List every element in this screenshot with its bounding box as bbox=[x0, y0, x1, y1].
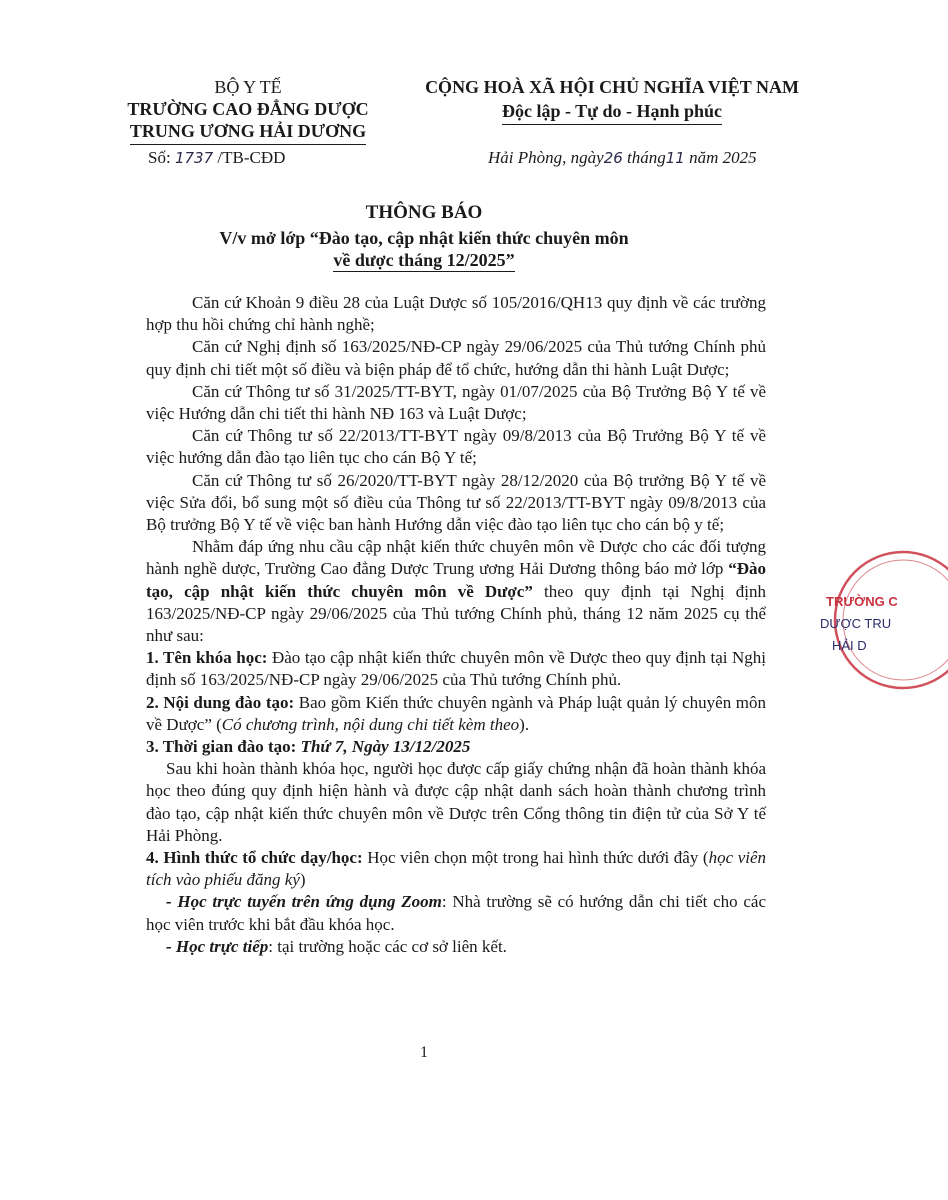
place-and-date bbox=[488, 148, 757, 168]
section-3-label: 3. Thời gian đào tạo: bbox=[146, 737, 297, 757]
legal-basis-4: Căn cứ Thông tư số 22/2013/TT-BYT ngày 09/8/2013 của Bộ Trưởng Bộ Y tế về việc hướng dẫn đào tạo liên tục cho cán Bộ Y tế; bbox=[146, 426, 766, 468]
legal-basis-1: Căn cứ Khoản 9 điều 28 của Luật Dược số 105/2016/QH13 quy định về các trường hợp thu hồi chứng chỉ hành nghề; bbox=[146, 293, 766, 335]
section-1-text: Đào tạo cập nhật kiến thức chuyên môn về Dược theo quy định tại Nghị định số 163/2025/NĐ-CP ngày 29/06/2025 của Thủ tướng Chính phủ. bbox=[146, 648, 766, 690]
section-2-label: 2. Nội dung đào tạo: bbox=[146, 692, 295, 712]
section-4-text: Học viên chọn một trong hai hình thức dưới đây ( bbox=[362, 848, 709, 868]
national-motto: Độc lập - Tự do - Hạnh phúc bbox=[502, 100, 722, 125]
option-online-label: - Học trực tuyến trên ứng dụng Zoom bbox=[166, 892, 442, 912]
doc-number-handwritten: 1737 bbox=[174, 149, 214, 167]
national-header bbox=[402, 76, 822, 125]
doc-number-suffix: /TB-CĐD bbox=[217, 148, 286, 167]
section-4-end: ) bbox=[299, 870, 306, 890]
option-in-person-label: - Học trực tiếp bbox=[166, 936, 269, 956]
legal-basis-3: Căn cứ Thông tư số 31/2025/TT-BYT, ngày 01/07/2025 của Bộ Trưởng Bộ Y tế về việc Hướng dẫn chi tiết thi hành NĐ 163 và Luật Dược; bbox=[146, 381, 766, 424]
stamp-text-line3: HẢI D bbox=[832, 638, 867, 653]
page-number: 1 bbox=[420, 1044, 428, 1061]
section-2-content bbox=[146, 692, 766, 736]
stamp-text-line1: TRƯỜNG C bbox=[826, 594, 898, 609]
document-subject-line2 bbox=[0, 250, 848, 271]
section-1-course-name bbox=[146, 647, 766, 691]
place-label: Hải Phòng, ngày bbox=[488, 148, 604, 167]
stamp-text-line2: DƯỢC TRU bbox=[820, 616, 892, 631]
date-day-handwritten: 26 bbox=[603, 149, 623, 167]
ministry-name: BỘ Y TẾ bbox=[214, 77, 282, 97]
section-4-italic: học viên tích vào phiếu đăng ký bbox=[146, 848, 767, 890]
document-title: THÔNG BÁO bbox=[365, 202, 483, 223]
option-online-text: : Nhà trường sẽ có hướng dẫn chi tiết cho các học viên trước khi bắt đầu khóa học. bbox=[146, 892, 766, 934]
certificate-paragraph: Sau khi hoàn thành khóa học, người học được cấp giấy chứng nhận đã hoàn thành khóa học theo đúng quy định hiện hành và được cập nhật danh sách hoàn thành chương trình đào tạo, cập nhật kiến thức chuyên môn về Dược trên Cổng thông tin điện tử của Sở Y tế Hải Phòng. bbox=[146, 759, 766, 845]
date-month-handwritten: 11 bbox=[665, 149, 685, 167]
section-4-label: 4. Hình thức tổ chức dạy/học: bbox=[146, 848, 363, 868]
red-seal-stamp bbox=[748, 548, 948, 698]
section-2-end: ). bbox=[519, 714, 530, 734]
document-body bbox=[146, 292, 766, 958]
doc-number-prefix: Số: bbox=[148, 148, 171, 167]
document-subject-line1: V/v mở lớp “Đào tạo, cập nhật kiến thức chuyên môn bbox=[219, 228, 629, 248]
announcement-text-b: theo quy định tại Nghị định 163/2025/NĐ-CP ngày 29/06/2025 của Thủ tướng Chính phủ, tháng 12 năm 2025 cụ thể như sau: bbox=[146, 581, 766, 646]
school-name-line1: TRƯỜNG CAO ĐẲNG DƯỢC bbox=[127, 99, 369, 119]
option-in-person-text: : tại trường hoặc các cơ sở liên kết. bbox=[268, 936, 507, 956]
legal-basis-5: Căn cứ Thông tư số 26/2020/TT-BYT ngày 28/12/2020 của Bộ trưởng Bộ Y tế về việc Sửa đổi, bổ sung một số điều của Thông tư số 22/2013/TT-BYT ngày 09/8/2013 của Bộ trưởng Bộ Y tế về việc ban hành Hướng dẫn việc đào tạo liên tục cho cán bộ y tế; bbox=[146, 470, 766, 535]
legal-basis-2: Căn cứ Nghị định số 163/2025/NĐ-CP ngày 29/06/2025 của Thủ tướng Chính phủ quy định chi tiết một số điều và biện pháp để tổ chức, hướng dẫn thi hành Luật Dược; bbox=[146, 337, 766, 379]
option-in-person bbox=[146, 936, 766, 958]
section-2-italic: Có chương trình, nội dung chi tiết kèm theo bbox=[221, 714, 520, 734]
school-name-line2: TRUNG ƯƠNG HẢI DƯƠNG bbox=[130, 120, 366, 145]
section-4-format bbox=[146, 847, 766, 891]
section-1-label: 1. Tên khóa học: bbox=[146, 648, 268, 668]
subject-line2-text: về dược tháng 12/2025” bbox=[333, 250, 515, 270]
country-name: CỘNG HOÀ XÃ HỘI CHỦ NGHĨA VIỆT NAM bbox=[425, 77, 799, 97]
announcement-paragraph bbox=[146, 536, 766, 647]
section-2-text: Bao gồm Kiến thức chuyên ngành và Pháp luật quản lý chuyên môn về Dược” ( bbox=[146, 692, 766, 734]
section-3-time bbox=[146, 736, 766, 758]
year-label: năm 2025 bbox=[689, 148, 757, 167]
month-label: tháng bbox=[627, 148, 666, 167]
document-number bbox=[148, 148, 285, 168]
issuer-header bbox=[98, 76, 398, 145]
section-3-date: Thứ 7, Ngày 13/12/2025 bbox=[296, 737, 471, 757]
announcement-text-a: Nhằm đáp ứng nhu cầu cập nhật kiến thức chuyên môn về Dược cho các đối tượng hành nghề dược, Trường Cao đẳng Dược Trung ương Hải Dương thông báo mở lớp bbox=[146, 537, 766, 579]
course-name-bold: “Đào tạo, cập nhật kiến thức chuyên môn về Dược” bbox=[146, 559, 766, 601]
option-online bbox=[146, 891, 766, 935]
